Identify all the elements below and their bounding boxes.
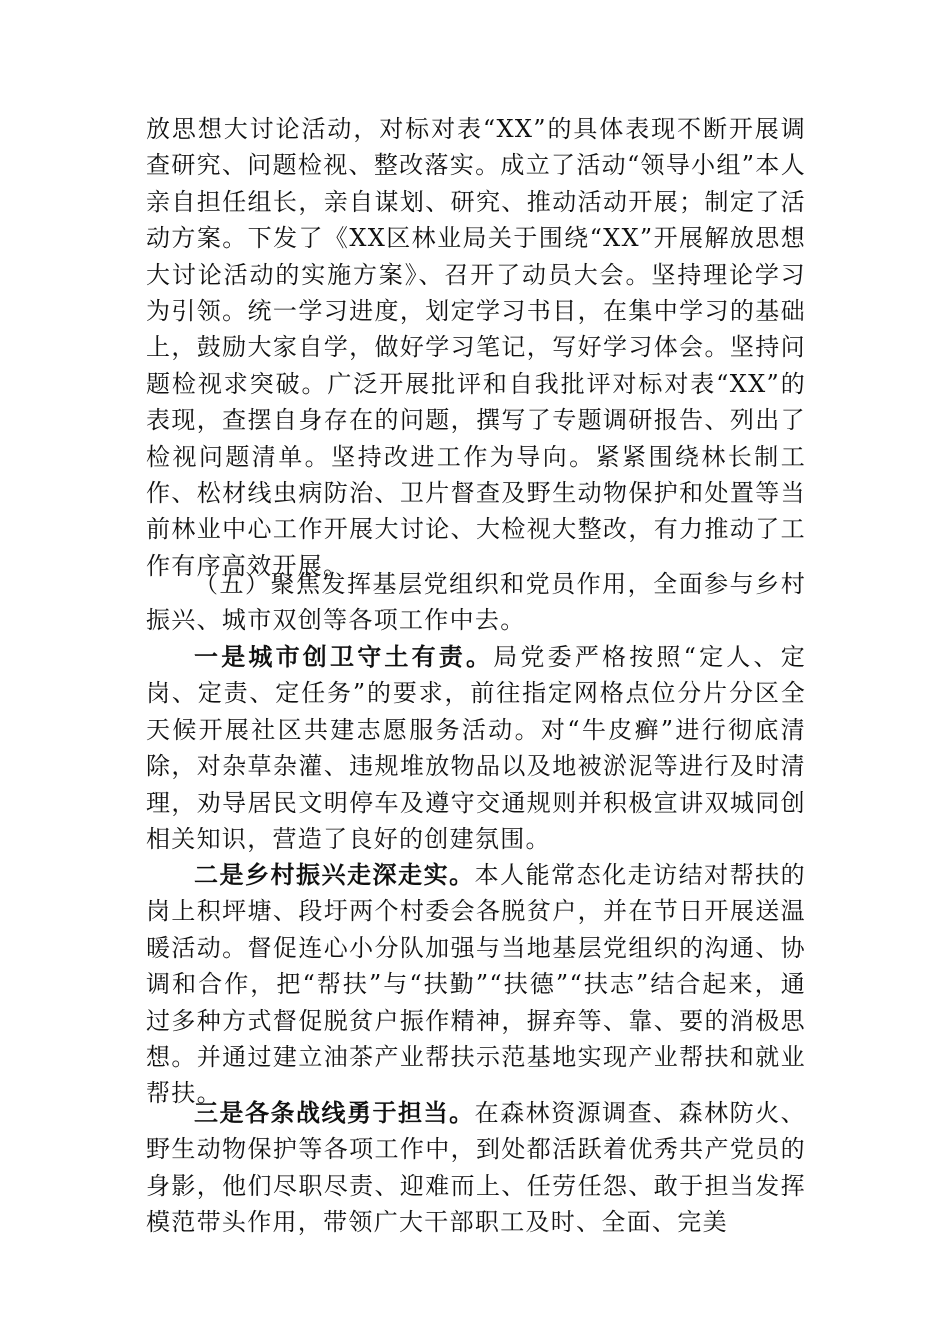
paragraph-4-lead: 二是乡村振兴走深走实。 [194, 860, 475, 889]
paragraph-4-text: 本人能常态化走访结对帮扶的岗上积坪塘、段圩两个村委会各脱贫户，并在节日开展送温暖活动。督促连心小分队加强与当地基层党组织的沟通、协调和合作，把“帮扶”与“扶勤”“扶德”“扶志”结合起来，通过多种方式督促脱贫户振作精神，摒弃等、靠、要的消极思想。并通过建立油茶产业帮扶示范基地实现产业帮扶和就业帮扶。 [146, 861, 806, 1108]
paragraph-3-body [146, 639, 806, 857]
paragraph-5 [146, 1095, 806, 1241]
paragraph-1-text: 放思想大讨论活动，对标对表“XX”的具体表现不断开展调查研究、问题检视、整改落实。成立了活动“领导小组”本人亲自担任组长，亲自谋划、研究、推动活动开展；制定了活动方案。下发了《XX区林业局关于围绕“XX”开展解放思想大讨论活动的实施方案》、召开了动员大会。坚持理论学习为引领。统一学习进度，划定学习书目，在集中学习的基础上，鼓励大家自学，做好学习笔记，写好学习体会。坚持问题检视求突破。广泛开展批评和自我批评对标对表“XX”的表现，查摆自身存在的问题，撰写了专题调研报告、列出了检视问题清单。坚持改进工作为导向。紧紧围绕林长制工作、松材线虫病防治、卫片督查及野生动物保护和处置等当前林业中心工作开展大讨论、大检视大整改，有力推动了工作有序高效开展。 [146, 115, 806, 580]
paragraph-5-body [146, 1095, 806, 1241]
section-heading [146, 566, 806, 639]
paragraph-5-lead: 三是各条战线勇于担当。 [194, 1098, 475, 1127]
section-heading-text: （五）聚焦发挥基层党组织和党员作用，全面参与乡村振兴、城市双创等各项工作中去。 [146, 570, 806, 635]
paragraph-5-text: 在森林资源调查、森林防火、野生动物保护等各项工作中，到处都活跃着优秀共产党员的身影，他们尽职尽责、迎难而上、任劳任怨、敢于担当发挥模范带头作用，带领广大干部职工及时、全面、完美 [146, 1099, 806, 1237]
paragraph-4 [146, 857, 806, 1112]
paragraph-4-body [146, 857, 806, 1112]
paragraph-1 [146, 111, 806, 584]
paragraph-3-text: 局党委严格按照“定人、定岗、定责、定任务”的要求，前往指定网格点位分片分区全天候开展社区共建志愿服务活动。对“牛皮癣”进行彻底清除，对杂草杂灌、违规堆放物品以及地被淤泥等进行及时清理，劝导居民文明停车及遵守交通规则并积极宣讲双城同创相关知识，营造了良好的创建氛围。 [146, 643, 806, 854]
paragraph-3-lead: 一是城市创卫守土有责。 [194, 642, 494, 671]
paragraph-3 [146, 639, 806, 857]
